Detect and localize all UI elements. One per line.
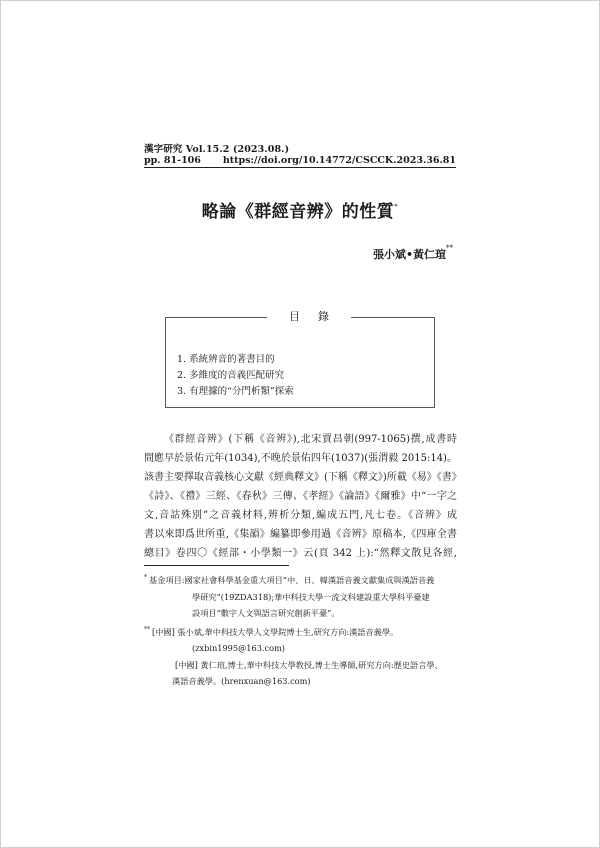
toc-heading-text: 目錄 [267, 310, 351, 323]
body-paragraph [144, 430, 462, 563]
article-authors [373, 244, 453, 262]
body-line: 書以來即爲世所重,《集韻》編纂即參用過《音辨》原稿本,《四庫全書 [144, 529, 457, 540]
toc-item[interactable]: 1. 系統辨音的著書目的 [177, 354, 275, 365]
footnote-text: 設項目“數字人文與語言研究創新平臺”。 [192, 608, 340, 618]
toc-heading [0, 308, 600, 324]
toc-item[interactable]: 2. 多維度的音義匹配研究 [177, 370, 285, 381]
body-line: 該書主要擇取音義核心文獻《經典釋文》(下稱《釋文》)所載《易》《書》 [144, 472, 462, 483]
doi-link[interactable]: https://doi.org/10.14772/CSCCK.2023.36.81 [222, 155, 456, 166]
body-line: 文,音詁殊別”之音義材料,辨析分類,編成五門,凡七卷。《音辨》成 [144, 510, 457, 521]
body-line: 間應早於景佑元年(1034),不晚於景佑四年(1037)(張渭毅 2015:14)。 [144, 453, 457, 464]
article-title [0, 197, 600, 222]
page-range: pp. 81-106 [144, 155, 201, 166]
author-email[interactable]: 漢語音義學。(hrenxuan@163.com) [172, 676, 311, 686]
footnote-text: 基金項目:國家社會科學基金重大項目“中、日、韓漢語音義文獻集成與漢語音義 [149, 575, 435, 585]
authors-footnote-mark[interactable]: ** [446, 244, 453, 252]
journal-info: 漢字研究 Vol.15.2 (2023.08.) [144, 144, 290, 155]
footnote-mark: ** [144, 625, 150, 633]
toc-item[interactable]: 3. 有理據的“分門析類”探索 [177, 386, 294, 397]
footnote-mark: * [144, 574, 147, 581]
footnote-text: 學研究”(19ZDA318);華中科技大學一流文科建設重大學科平臺建 [192, 591, 430, 602]
title-footnote-mark[interactable]: * [394, 203, 399, 211]
footnotes [144, 570, 459, 690]
footnote-funding [144, 570, 459, 589]
footnote-author1 [144, 622, 459, 641]
toc-list [177, 352, 294, 400]
authors-text: 張小斌•黃仁瑄 [372, 248, 446, 261]
footnote-author2: [中國] 黃仁瑄,博士,華中科技大學教授,博士生導師,研究方向:歷史語言學、 [175, 659, 443, 670]
title-text: 略論《群經音辨》的性質 [201, 202, 395, 222]
author-email[interactable]: (zxbin1995@163.com) [192, 643, 285, 653]
footnote-text: [中國] 張小斌,華中科技大學人文學院博士生,研究方向:漢語音義學。 [152, 626, 399, 637]
footnote-rule [144, 565, 289, 566]
body-line: 《詩》、《禮》三經、《春秋》三傳、《孝經》《論語》《爾雅》中“一字之 [144, 491, 457, 502]
body-line: 《群經音辨》(下稱《音辨》),北宋賈昌朝(997-1065)撰,成書時 [164, 434, 457, 445]
body-line: 總目》卷四〇《經部・小學類一》云(頁 342 上):“然釋文散見各經, [144, 548, 457, 559]
header-rule [144, 167, 456, 168]
